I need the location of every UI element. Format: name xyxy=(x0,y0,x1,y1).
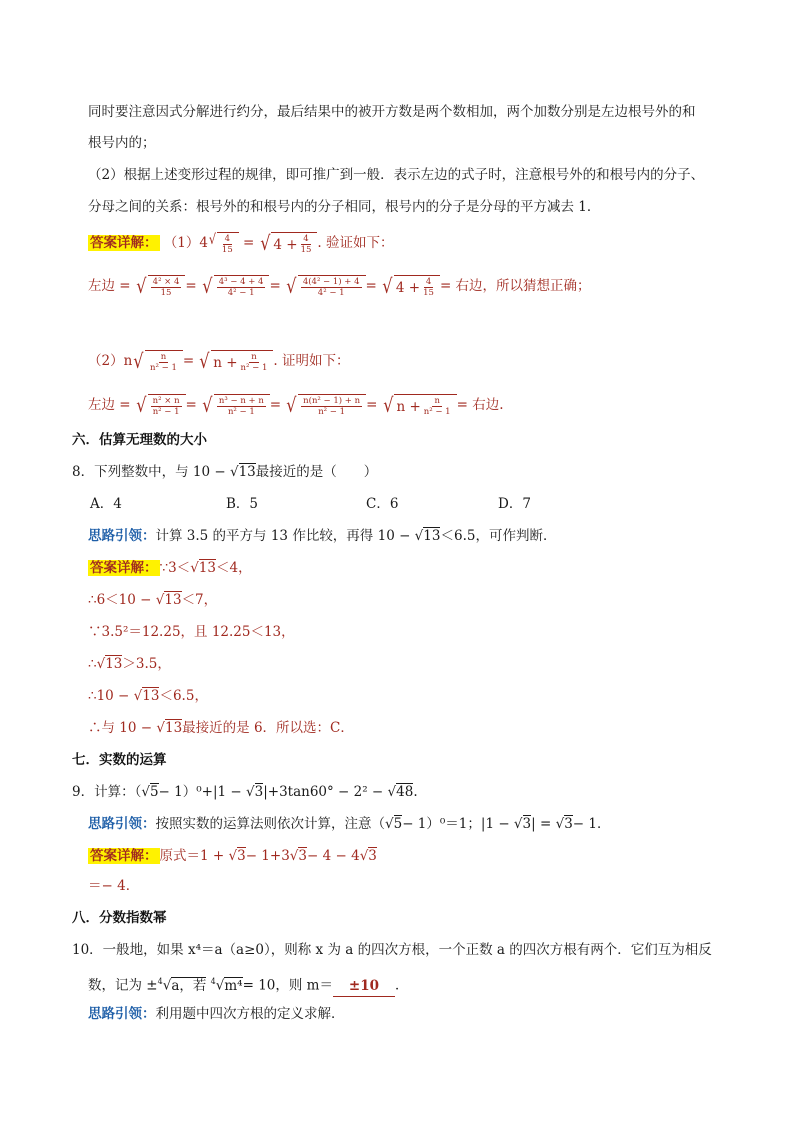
text-line: 根号内的； xyxy=(88,135,156,151)
question-10-cont: 数，记为 ±$^4$√a，若 $^4$√m⁴= 10，则 m＝ ±10 ． xyxy=(88,972,408,997)
answer-line: ∵3.5²＝12.25，且 12.25＜13， xyxy=(88,624,295,640)
question-8: 8．下列整数中，与 10 − √13最接近的是（ ） xyxy=(72,464,378,480)
section-heading: 六．估算无理数的大小 xyxy=(72,432,207,448)
question-10: 10．一般地，如果 x⁴＝a（a≥0），则称 x 为 a 的四次方根，一个正数 a 的四次方根有两个．它们互为相反 xyxy=(72,942,712,958)
answer-line: ∴√13＞3.5， xyxy=(88,656,171,672)
option-c: C．6 xyxy=(366,496,399,512)
answer-line: ∴与 10 − √13最接近的是 6．所以选：C． xyxy=(88,720,354,736)
answer-line: ＝− 4． xyxy=(88,878,140,894)
question-9: 9．计算：（√5− 1）⁰+|1 − √3|+3tan60° − 2² − √48. xyxy=(72,784,418,800)
section-heading: 七．实数的运算 xyxy=(72,752,167,768)
hint-line: 思路引领：按照实数的运算法则依次计算，注意（√5− 1）⁰＝1；|1 − √3| = √3− 1． xyxy=(88,816,611,832)
text-line: 分母之间的关系：根号外的和根号内的分子相同，根号内的分子是分母的平方减去 1． xyxy=(88,199,601,215)
answer-line: ∴10 − √13＜6.5， xyxy=(88,688,208,704)
option-b: B．5 xyxy=(226,496,259,512)
text-line: （2）根据上述变形过程的规律，即可推广到一般．表示左边的式子时，注意根号外的和根号内的分子、 xyxy=(88,167,705,183)
option-a: A．4 xyxy=(90,496,122,512)
answer-line-3: （2）n √ $\frac{n}{\text{n² − 1}}$ = √ n + $\frac{n}{\text{n² − 1}}$ . 证明如下： xyxy=(88,349,350,373)
answer-line-1: 答案详解： （1）4 √ $\frac{4}{15}$ = √ 4 + $\frac{4}{15}$ . 验证如下： xyxy=(90,231,394,255)
answer-line-2: 左边 = √ $\frac{\text{4² × 4}}{15}$ = √ $\frac{\text{4³ − 4 + 4}}{\text{4² − 1}}$ = √ $\frac{\text{4(4² − 1) + 4}}{\text{4² − 1}}$ = √ 4 + $\frac{4}{15}$ = 右边，所以猜想正确； xyxy=(88,274,591,298)
eq-text: （1）4 xyxy=(163,235,208,251)
eq-text: . 验证如下： xyxy=(317,235,394,251)
radical: √ $\frac{4}{15}$ xyxy=(208,232,239,255)
section-heading: 八．分数指数幂 xyxy=(72,910,167,926)
radical: √ 4 + $\frac{4}{15}$ xyxy=(259,232,318,255)
hint-label: 思路引领： xyxy=(88,528,156,544)
hint-line: 思路引领：利用题中四次方根的定义求解． xyxy=(88,1006,345,1022)
answer-line: 答案详解： 原式＝1 + √3− 1+3√3− 4 − 4√3 xyxy=(90,848,377,864)
hint-line: 思路引领：计算 3.5 的平方与 13 作比较，再得 10 − √13＜6.5，可作判断． xyxy=(88,528,557,544)
answer-line: ∴6＜10 − √13＜7， xyxy=(88,592,218,608)
option-d: D．7 xyxy=(498,496,531,512)
answer-line-4: 左边 = √ $\frac{\text{n² × n}}{\text{n² − 1}}$ = √ $\frac{\text{n³ − n + n}}{\text{n² − 1}}$ = √ $\frac{\text{n(n² − 1) + n}}{\text{n² − 1}}$ = √ n + $\frac{n}{\text{n² − 1}}$ = 右边. xyxy=(88,393,504,417)
answer-blank[interactable]: ±10 xyxy=(333,976,395,997)
text-line: 同时要注意因式分解进行约分，最后结果中的被开方数是两个数相加，两个加数分别是左边根号外的和 xyxy=(88,104,696,120)
answer-line: 答案详解： ∵3＜√13＜4， xyxy=(90,560,252,576)
answer-label: 答案详解： xyxy=(90,235,158,251)
